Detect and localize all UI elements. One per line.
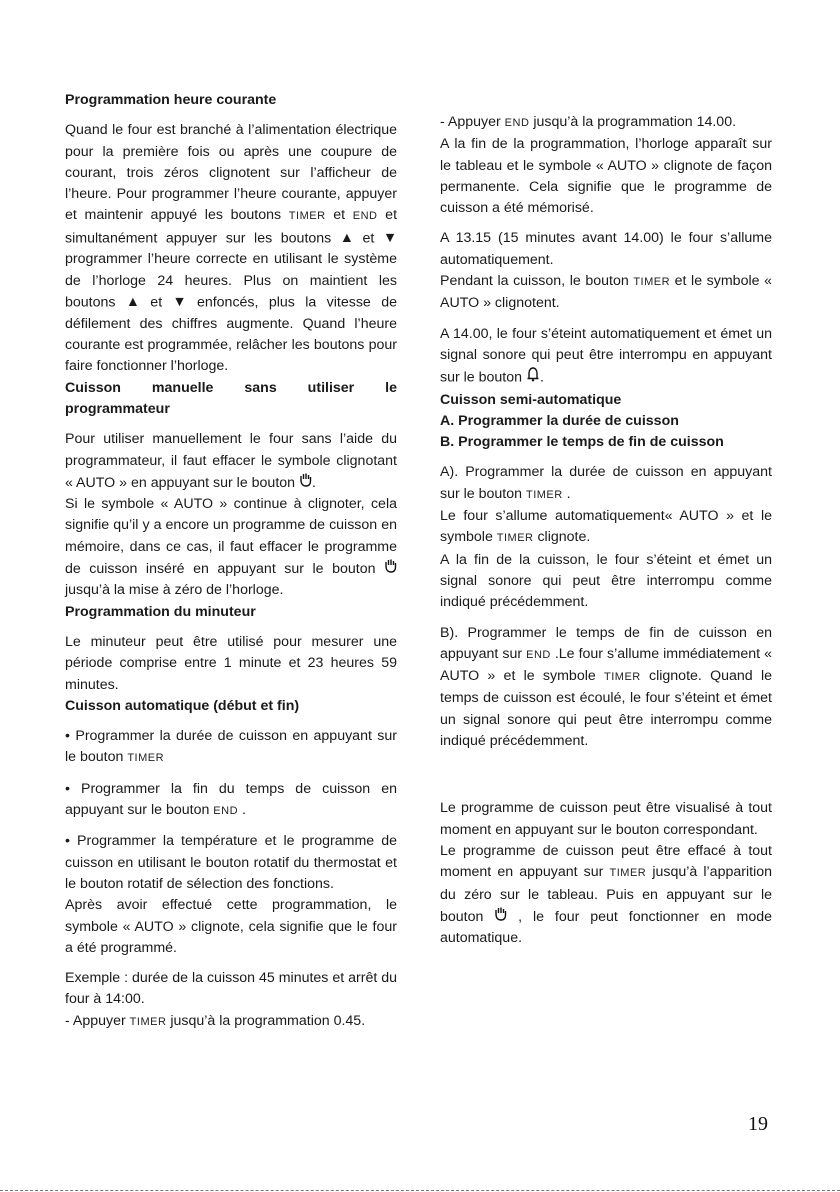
paragraph-a-duree: A). Programmer la durée de cuisson en appuyant sur le bouton TIMER . — [440, 464, 772, 502]
paragraph-appuyer-timer: - Appuyer TIMER jusqu’à la programmation 0.45. — [65, 1012, 366, 1029]
hand-icon — [494, 906, 507, 928]
end-label: END — [352, 210, 378, 223]
right-column — [440, 112, 772, 949]
paragraph-pendant-cuisson: Pendant la cuisson, le bouton TIMER et le symbole « AUTO » clignotent. — [440, 273, 772, 312]
paragraph-apres: Après avoir effectué cette programmation, le symbole « AUTO » clignote, cela signifie que le four a été programmé. — [65, 897, 397, 956]
timer-label: TIMER — [609, 867, 647, 880]
down-arrow-icon: ▼ — [382, 229, 398, 246]
heading-cuisson-automatique: Cuisson automatique (début et fin) — [65, 697, 300, 714]
timer-label: TIMER — [525, 488, 563, 501]
timer-label: TIMER — [633, 276, 671, 289]
heading-heure-courante: Programmation heure courante — [65, 92, 277, 108]
paragraph-manuelle-2: Si le symbole « AUTO » continue à clignoter, cela signifie qu’il y a encore un programme de cuisson en mémoire, dans ce cas, il faut effacer le programme de cuisson inséré en appuyant sur le bouton jusqu’à la mise à zéro de l’horloge. — [65, 496, 397, 599]
heading-minuteur: Programmation du minuteur — [65, 603, 256, 620]
timer-label: TIMER — [604, 671, 641, 684]
end-label: END — [504, 117, 530, 129]
paragraph-visualise: Le programme de cuisson peut être visualisé à tout moment en appuyant sur le bouton correspondant. — [440, 800, 772, 838]
left-column — [65, 90, 397, 1033]
end-label: END — [213, 805, 239, 818]
paragraph-allumage: A 13.15 (15 minutes avant 14.00) le four s’allume automatiquement. — [440, 230, 772, 268]
bullet-temperature: • Programmer la température et le programme de cuisson en utilisant le bouton rotatif du thermostat et le bouton rotatif de sélection des fonctions. — [65, 833, 397, 892]
paragraph-exemple: Exemple : durée de la cuisson 45 minutes et arrêt du four à 14:00. — [65, 970, 398, 1008]
heading-cuisson-manuelle: Cuisson manuelle sans utiliser le programmateur — [65, 379, 397, 417]
heading-semi-automatique: Cuisson semi-automatique — [440, 391, 622, 408]
up-arrow-icon: ▲ — [125, 294, 140, 311]
timer-label: TIMER — [496, 532, 534, 545]
paragraph-appuyer-end: - Appuyer END jusqu’à la programmation 14.00. — [440, 114, 737, 130]
timer-label: TIMER — [288, 210, 326, 223]
down-arrow-icon: ▼ — [172, 294, 187, 311]
bell-icon — [526, 366, 540, 389]
paragraph-manuelle-1: Pour utiliser manuellement le four sans l’aide du programmateur, il faut effacer le symbole clignotant « AUTO » en appuyant sur le bouton . — [65, 429, 397, 494]
up-arrow-icon: ▲ — [339, 229, 354, 246]
paragraph-minuteur: Le minuteur peut être utilisé pour mesurer une période comprise entre 1 minute et 23 heures 59 minutes. — [65, 633, 397, 693]
timer-label: TIMER — [127, 752, 165, 765]
bullet-fin: • Programmer la fin du temps de cuisson en appuyant sur le bouton END . — [65, 780, 397, 819]
hand-icon — [384, 558, 397, 580]
page-number: 19 — [748, 1113, 768, 1135]
paragraph-fin-programmation: A la fin de la programmation, l’horloge apparaît sur le tableau et le symbole « AUTO » clignote de façon permanente. Cela signifie que le programme de cuisson a été mémorisé. — [440, 136, 772, 217]
paragraph-four-allume: Le four s’allume automatiquement« AUTO » et le symbole TIMER clignote. — [440, 508, 772, 546]
paragraph-fin-cuisson: A la fin de la cuisson, le four s’éteint et émet un signal sonore qui peut être interrompu comme indiqué précédemment. — [440, 551, 772, 611]
paragraph-efface: Le programme de cuisson peut être effacé à tout moment en appuyant sur TIMER jusqu’à l’apparition du zéro sur le tableau. Puis en appuyant sur le bouton , le four peut fonctionner en mode automatique. — [440, 842, 772, 947]
heading-programmer-duree: A. Programmer la durée de cuisson — [440, 412, 679, 429]
paragraph-b-fin: B). Programmer le temps de fin de cuisson en appuyant sur END .Le four s’allume immédiatement « AUTO » et le symbole TIMER clignote. Quand le temps de cuisson est écoulé, le four s’éteint et émet un signal sonore qui peut être interrompu comme indiqué précédemment. — [440, 624, 772, 750]
hand-icon — [299, 472, 312, 494]
bullet-duree: • Programmer la durée de cuisson en appuyant sur le bouton TIMER — [65, 728, 397, 766]
paragraph-heure-courante: Quand le four est branché à l’alimentation électrique pour la première fois ou après une coupure de courant, trois zéros clignotent sur l’afficheur de l’heure. Pour programmer l’heure courante, appuyer et maintenir appuyé les boutons TIMER et END et simultanément appuyer sur les boutons ▲ et ▼ programmer l’heure correcte en utilisant le système de l’horloge 24 heures. Plus on maintient les boutons ▲ et ▼ enfoncés, plus la vitesse de défilement des chiffres augmente. Quand l’heure courante est programmée, relâcher les boutons pour faire fonctionner l’horloge. — [65, 122, 398, 375]
end-label: END — [526, 648, 551, 661]
heading-programmer-fin: B. Programmer le temps de fin de cuisson — [440, 434, 724, 451]
paragraph-extinction: A 14.00, le four s’éteint automatiquement et émet un signal sonore qui peut être interrompu en appuyant sur le bouton . — [440, 324, 772, 390]
timer-label: TIMER — [129, 1015, 167, 1028]
